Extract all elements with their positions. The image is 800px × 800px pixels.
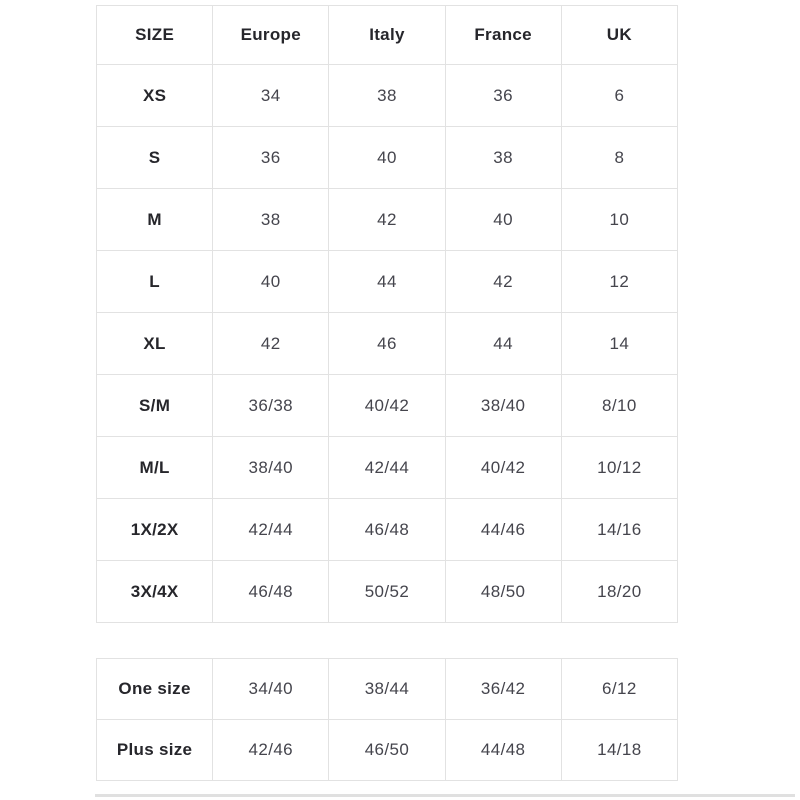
size-value-cell: 42/44 <box>329 437 445 499</box>
size-label-cell: Plus size <box>97 720 213 781</box>
size-label-cell: S/M <box>97 375 213 437</box>
size-value-cell: 40/42 <box>329 375 445 437</box>
size-value-cell: 40/42 <box>445 437 561 499</box>
size-value-cell: 12 <box>561 251 677 313</box>
size-value-cell: 6 <box>561 65 677 127</box>
size-value-cell: 44 <box>445 313 561 375</box>
special-size-table-body <box>97 659 678 781</box>
size-label-cell: XS <box>97 65 213 127</box>
size-value-cell: 42 <box>329 189 445 251</box>
size-value-cell: 38/40 <box>445 375 561 437</box>
size-value-cell: 34 <box>213 65 329 127</box>
size-value-cell: 44 <box>329 251 445 313</box>
table-row-1x2x <box>97 499 678 561</box>
size-value-cell: 8 <box>561 127 677 189</box>
size-label-cell: M/L <box>97 437 213 499</box>
bottom-page-divider <box>95 794 795 797</box>
table-row-m <box>97 189 678 251</box>
size-value-cell: 46 <box>329 313 445 375</box>
table-row-xs <box>97 65 678 127</box>
size-value-cell: 44/48 <box>445 720 561 781</box>
size-value-cell: 42 <box>213 313 329 375</box>
size-value-cell: 46/48 <box>329 499 445 561</box>
size-value-cell: 38/40 <box>213 437 329 499</box>
size-table-body <box>97 65 678 623</box>
size-value-cell: 36/38 <box>213 375 329 437</box>
column-header-europe: Europe <box>213 6 329 65</box>
size-value-cell: 44/46 <box>445 499 561 561</box>
size-value-cell: 8/10 <box>561 375 677 437</box>
size-value-cell: 48/50 <box>445 561 561 623</box>
size-label-cell: L <box>97 251 213 313</box>
size-value-cell: 34/40 <box>213 659 329 720</box>
column-header-uk: UK <box>561 6 677 65</box>
size-value-cell: 40 <box>329 127 445 189</box>
size-value-cell: 6/12 <box>561 659 677 720</box>
size-value-cell: 10/12 <box>561 437 677 499</box>
table-row-one-size <box>97 659 678 720</box>
size-value-cell: 38/44 <box>329 659 445 720</box>
table-row-xl <box>97 313 678 375</box>
table-row-sm <box>97 375 678 437</box>
size-label-cell: One size <box>97 659 213 720</box>
table-row-s <box>97 127 678 189</box>
table-row-plus-size <box>97 720 678 781</box>
size-label-cell: 3X/4X <box>97 561 213 623</box>
column-header-italy: Italy <box>329 6 445 65</box>
size-label-cell: 1X/2X <box>97 499 213 561</box>
size-value-cell: 14 <box>561 313 677 375</box>
size-value-cell: 38 <box>213 189 329 251</box>
size-value-cell: 50/52 <box>329 561 445 623</box>
size-value-cell: 46/50 <box>329 720 445 781</box>
column-header-size: SIZE <box>97 6 213 65</box>
size-value-cell: 10 <box>561 189 677 251</box>
size-value-cell: 40 <box>445 189 561 251</box>
size-table-header <box>97 6 678 65</box>
header-row <box>97 6 678 65</box>
size-value-cell: 42/46 <box>213 720 329 781</box>
special-size-table <box>96 658 678 781</box>
size-conversion-table <box>96 5 678 623</box>
size-guide-section <box>96 5 678 781</box>
size-label-cell: XL <box>97 313 213 375</box>
size-value-cell: 14/16 <box>561 499 677 561</box>
table-row-ml <box>97 437 678 499</box>
size-label-cell: M <box>97 189 213 251</box>
table-row-l <box>97 251 678 313</box>
size-value-cell: 14/18 <box>561 720 677 781</box>
size-value-cell: 18/20 <box>561 561 677 623</box>
column-header-france: France <box>445 6 561 65</box>
size-value-cell: 36 <box>445 65 561 127</box>
size-value-cell: 38 <box>445 127 561 189</box>
size-value-cell: 42/44 <box>213 499 329 561</box>
size-value-cell: 42 <box>445 251 561 313</box>
table-row-3x4x <box>97 561 678 623</box>
size-value-cell: 46/48 <box>213 561 329 623</box>
size-value-cell: 36 <box>213 127 329 189</box>
size-label-cell: S <box>97 127 213 189</box>
size-value-cell: 40 <box>213 251 329 313</box>
size-value-cell: 38 <box>329 65 445 127</box>
size-value-cell: 36/42 <box>445 659 561 720</box>
